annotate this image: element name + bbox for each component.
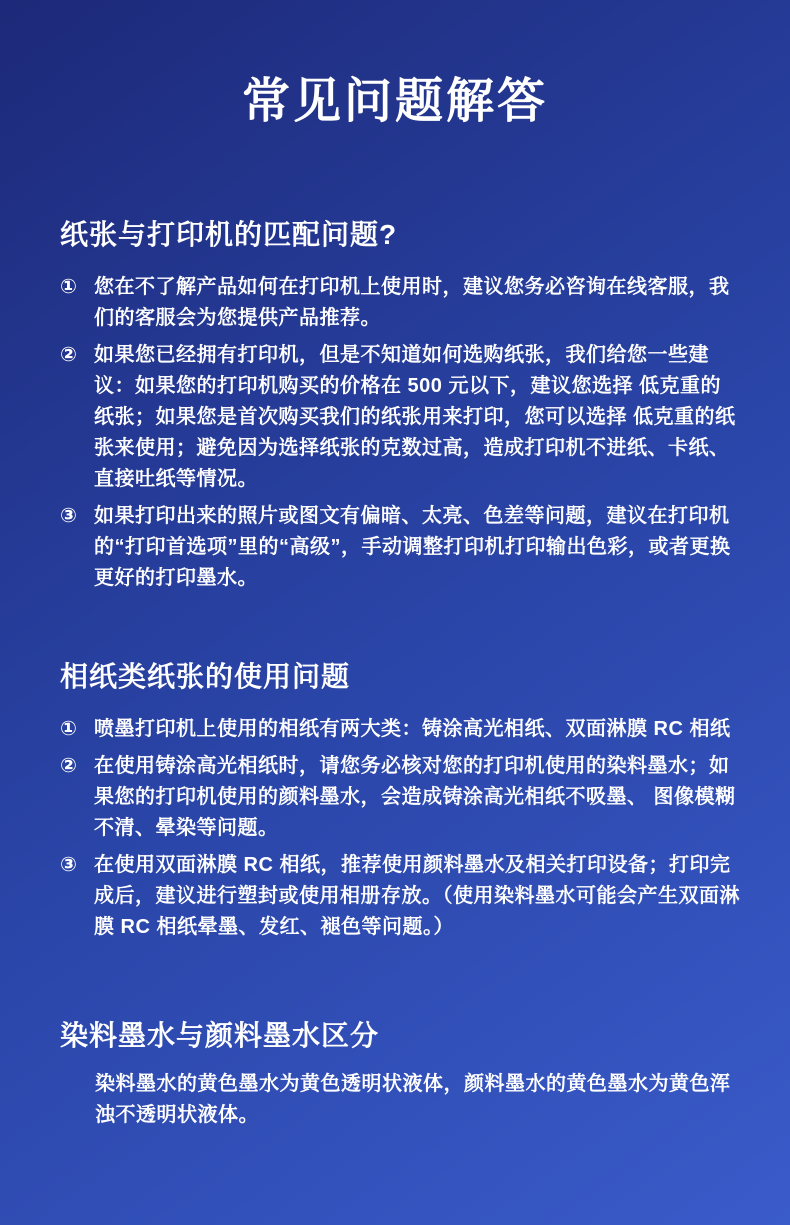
item-text: 如果打印出来的照片或图文有偏暗、太亮、色差等问题，建议在打印机的“打印首选项”里的“高级”，手动调整打印机打印输出色彩，或者更换更好的打印墨水。 bbox=[94, 505, 731, 589]
list-item bbox=[60, 714, 740, 745]
list-item bbox=[60, 272, 740, 334]
section-paper-printer-matching bbox=[60, 218, 740, 594]
item-number: ① bbox=[60, 718, 77, 740]
section-heading-paper-printer: 纸张与打印机的匹配问题? bbox=[60, 219, 398, 250]
page-title: 常见问题解答 bbox=[241, 75, 548, 128]
section-heading-photo-paper: 相纸类纸张的使用问题 bbox=[60, 661, 351, 692]
item-text: 在使用双面淋膜 RC 相纸，推荐使用颜料墨水及相关打印设备；打印完成后，建议进行塑封或使用相册存放。（使用染料墨水可能会产生双面淋膜 RC 相纸晕墨、发红、褪色等问题。） bbox=[94, 854, 740, 938]
section-heading-ink-distinction: 染料墨水与颜料墨水区分 bbox=[60, 1020, 380, 1051]
item-text: 喷墨打印机上使用的相纸有两大类：铸涂高光相纸、双面淋膜 RC 相纸 bbox=[94, 718, 731, 740]
item-text: 您在不了解产品如何在打印机上使用时，建议您务必咨询在线客服，我们的客服会为您提供产品推荐。 bbox=[94, 276, 730, 329]
item-number: ③ bbox=[60, 854, 77, 876]
item-text: 在使用铸涂高光相纸时，请您务必核对您的打印机使用的染料墨水；如果您的打印机使用的颜料墨水，会造成铸涂高光相纸不吸墨、 图像模糊不清、晕染等问题。 bbox=[94, 755, 736, 839]
item-list bbox=[60, 714, 740, 943]
item-number: ① bbox=[60, 276, 77, 298]
list-item bbox=[60, 850, 740, 943]
item-text: 如果您已经拥有打印机，但是不知道如何选购纸张，我们给您一些建议：如果您的打印机购买的价格在 500 元以下，建议您选择 低克重的纸张；如果您是首次购买我们的纸张用来打印，您可以选择 低克重的纸张来使用；避免因为选择纸张的克数过高，造成打印机不进纸、卡纸、 直接吐纸等情况。 bbox=[94, 344, 736, 490]
section-ink-distinction bbox=[60, 1019, 740, 1131]
section-photo-paper-usage bbox=[60, 660, 740, 943]
list-item bbox=[60, 751, 740, 844]
item-number: ② bbox=[60, 344, 77, 366]
list-item bbox=[60, 340, 740, 495]
item-number: ③ bbox=[60, 505, 77, 527]
item-list bbox=[60, 272, 740, 594]
item-number: ② bbox=[60, 755, 77, 777]
section-paragraph: 染料墨水的黄色墨水为黄色透明状液体，颜料墨水的黄色墨水为黄色浑浊不透明状液体。 bbox=[95, 1073, 731, 1126]
list-item bbox=[60, 501, 740, 594]
